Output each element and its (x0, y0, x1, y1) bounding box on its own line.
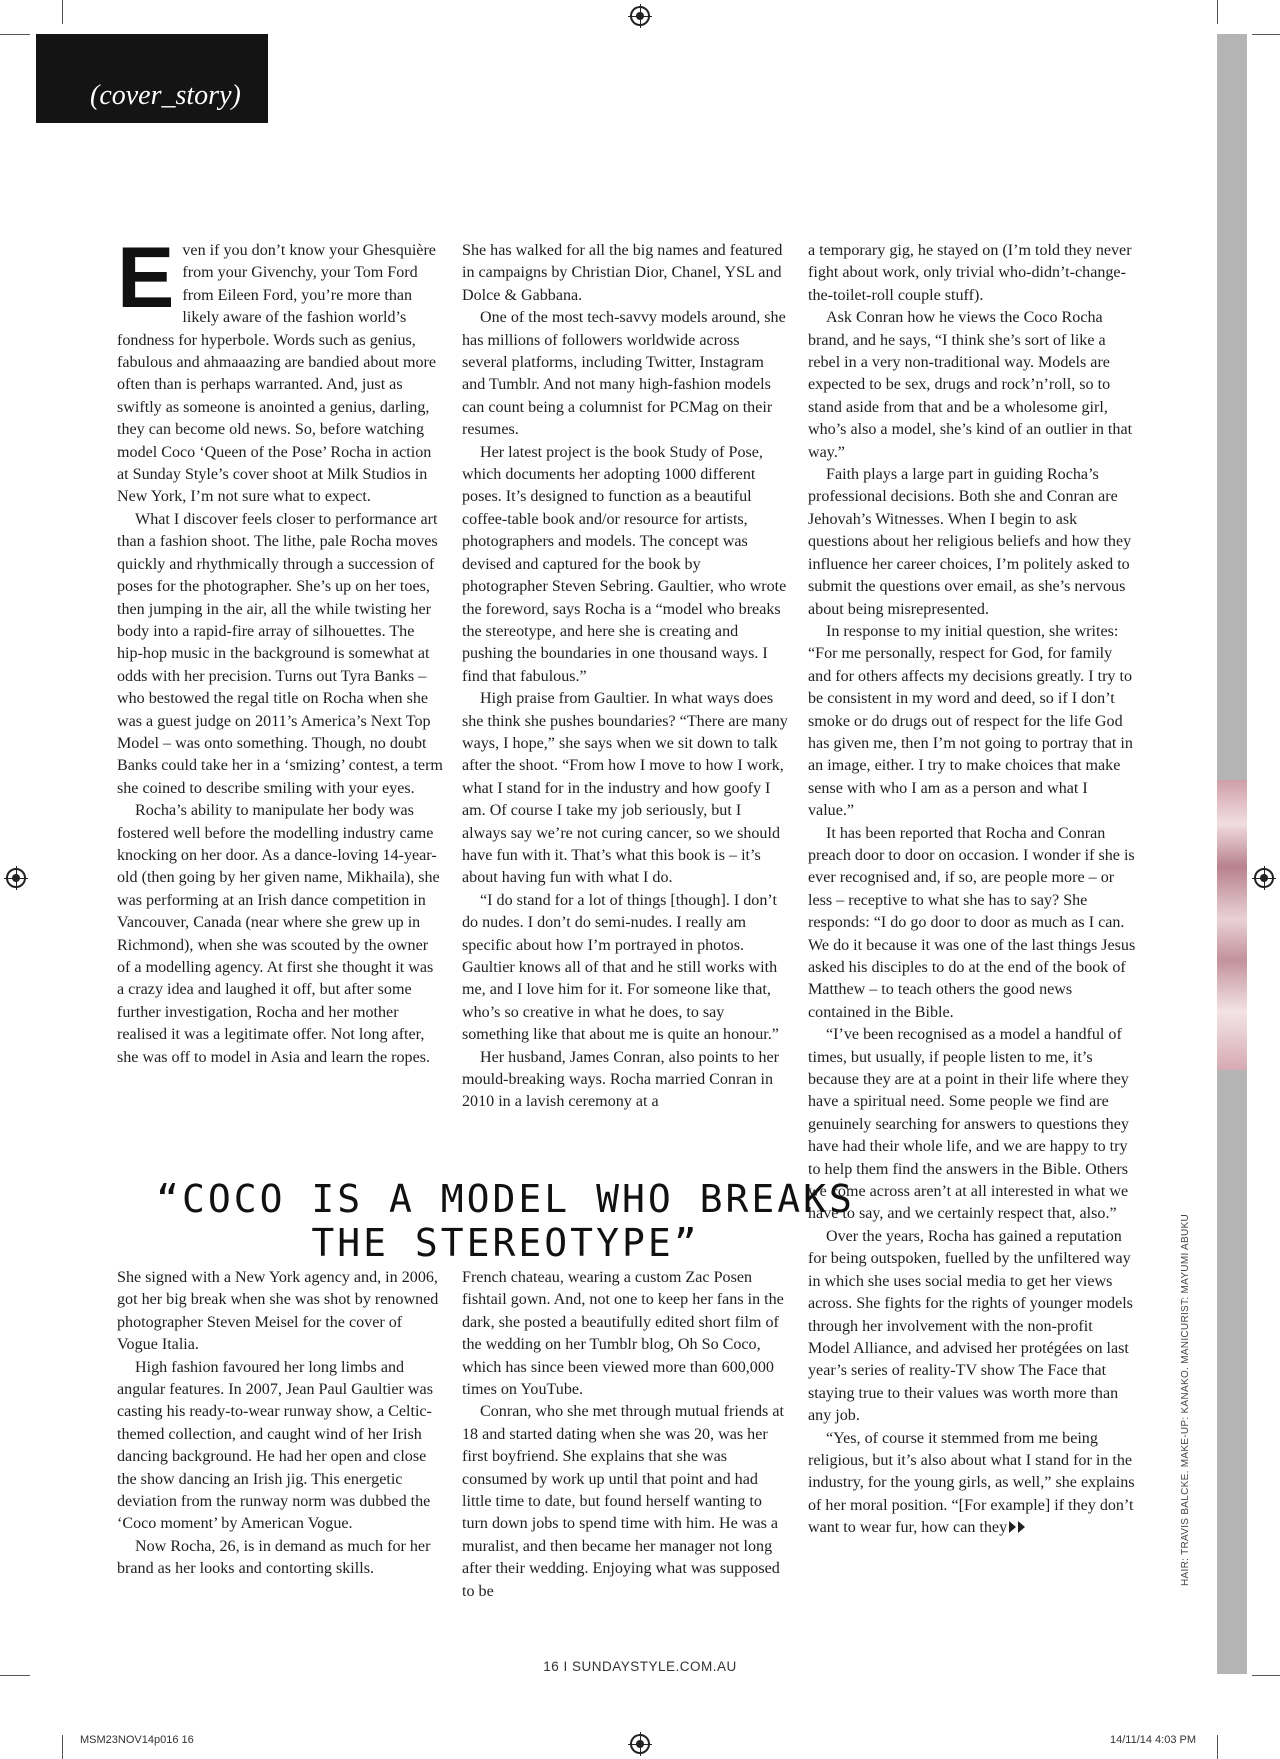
paragraph: It has been reported that Rocha and Conran preach door to door on occasion. I wonder if she is ever recognised and, if so, are people more – or less – receptive to what she has to say? She responds: “I do go door to door as much as I can. We do it because it was one of the last things Jesus asked his disciples to do at the end of the book of Matthew – to teach others the good news contained in the Bible. (808, 824, 1136, 1021)
section-label (36, 34, 268, 123)
crop-mark (62, 0, 63, 24)
crop-mark (1217, 0, 1218, 24)
crop-mark (1252, 1675, 1280, 1676)
drop-cap: E (117, 230, 175, 326)
crop-mark (62, 1735, 63, 1759)
column-1-top (117, 230, 443, 1069)
paragraph: Faith plays a large part in guiding Rocha’s professional decisions. Both she and Conran are Jehovah’s Witnesses. When I begin to ask questions about her religious beliefs and how they influence her career choices, I’m politely asked to submit the questions over email, as she’s nervous about being misrepresented. (808, 466, 1132, 618)
paragraph: Ask Conran how he views the Coco Rocha brand, and he says, “I think she’s sort of like a rebel in a very non-traditional way. Models are expected to be sex, drugs and rock’n’roll, so to stand aside from that and be a wholesome girl, who’s also a model, she’s kind of an outlier in that way.” (808, 309, 1133, 461)
paragraph: Her latest project is the book Study of Pose, which documents her adopting 1000 different poses. It’s designed to function as a beautiful coffee-table book and/or resource for artists, photographers and models. The concept was devised and captured for the book by photographer Steven Sebring. Gaultier, who wrote the foreword, says Rocha is a “model who breaks the stereotype, and here she is creating and pushing the boundaries in one thousand ways. I find that fabulous.” (462, 443, 787, 685)
crop-mark (1252, 34, 1280, 35)
column-1-bottom (117, 1267, 443, 1581)
paragraph: High praise from Gaultier. In what ways does she think she pushes boundaries? “There are many ways, I hope,” she says when we sit down to talk after the shoot. “From how I move to how I work, what I stand for in the industry and how goofy I am. Of course I take my job seriously, but I always say we’re not curing cancer, so we should have fun with it. That’s what this book is – it’s about having fun with what I do. (462, 690, 788, 887)
crop-mark (1217, 1735, 1218, 1759)
column-2-top (462, 240, 788, 1114)
crop-mark (0, 34, 30, 35)
column-3 (808, 240, 1136, 1540)
page-folio: 16 I SUNDAYSTYLE.COM.AU (543, 1659, 737, 1674)
paragraph: Her husband, James Conran, also points to her mould-breaking ways. Rocha married Conran in 2010 in a lavish ceremony at a (462, 1048, 780, 1111)
paragraph: a temporary gig, he stayed on (I’m told they never fight about work, only trivial who-didn’t-change-the-toilet-roll couple stuff). (808, 242, 1132, 304)
registration-mark-icon (630, 1734, 650, 1754)
paragraph: Rocha’s ability to manipulate her body was fostered well before the modelling industry came knocking on her door. As a dance-loving 14-year-old (then going by her given name, Mikhaila), she was performing at an Irish dance competition in Vancouver, Canada (near where she grew up in Richmond), when she was scouted by the owner of a modelling agency. At first she thought it was a crazy idea and laughed it off, but after some further investigation, Rocha and her mother realised it was a legitimate offer. Not long after, she was off to model in Asia and learn the ropes. (117, 802, 440, 1066)
photo-credit: HAIR: TRAVIS BALCKE. MAKE-UP: KANAKO. MANICURIST: MAYUMI ABUKU (1180, 1213, 1191, 1586)
paragraph: “I’ve been recognised as a model a handful of times, but usually, if people listen to me, it’s because they are at a point in their life where they have a spiritual need. Some people we find are genuinely searching for answers to questions they have had their whole life, and we are happy to try to help them find the answers in the Bible. Others we come across aren’t at all interested in what we have to say, and we certainly respect that, also.” (808, 1026, 1129, 1223)
slug-left: MSM23NOV14p016 16 (80, 1734, 194, 1746)
paragraph: She signed with a New York agency and, in 2006, got her big break when she was shot by renowned photographer Steven Meisel for the cover of Vogue Italia. (117, 1269, 439, 1354)
paragraph: “I do stand for a lot of things [though]. I don’t do nudes. I don’t do semi-nudes. I really am specific about how I’m portrayed in photos. Gaultier knows all of that and he still works with me, and I love him for it. For someone like that, who’s so creative in what he does, to say something like that about me is quite an honour.” (462, 891, 779, 1044)
paragraph: One of the most tech-savvy models around, she has millions of followers worldwide across several platforms, including Twitter, Instagram and Tumblr. And not many high-fashion models can count being a columnist for PCMag on their resumes. (462, 309, 786, 439)
paragraph: In response to my initial question, she writes: “For me personally, respect for God, for family and for others affects my decisions greatly. I try to be consistent in my word and deed, so if I don’t smoke or do drugs out of respect for the life God has given me, then I’m not going to portray that in an image, either. I try to make choices that make sense with who I am as a person and what I value.” (808, 622, 1133, 820)
pull-quote: “COCO IS A MODEL WHO BREAKS THE STEREOTYPE” (156, 1177, 855, 1265)
crop-mark (0, 1675, 30, 1676)
paragraph: “Yes, of course it stemmed from me being religious, but it’s also about what I stand for in the industry, for the young girls, as well,” she explains of her moral position. “[For example] if they don’t want to wear fur, how can they (808, 1429, 1135, 1537)
paragraph: French chateau, wearing a custom Zac Posen fishtail gown. And, not one to keep her fans in the dark, she posted a beautifully edited short film of the wedding on her Tumblr blog, Oh So Coco, which has since been viewed more than 600,000 times on YouTube. (462, 1269, 784, 1399)
continue-arrow-icon (1009, 1521, 1016, 1533)
paragraph: Even if you don’t know your Ghesquière from your Givenchy, your Tom Ford from Eileen Ford, you’re more than likely aware of the fashion world’s fondness for hyperbole. Words such as genius, fabulous and ahmaaazing are bandied about more often than is perhaps warranted. And, just as swiftly as someone is anointed a genius, darling, they can become old news. So, before watching model Coco ‘Queen of the Pose’ Rocha in action at Sunday Style’s cover shoot at Milk Studios in New York, I’m not sure what to expect. (117, 230, 437, 506)
paragraph: She has walked for all the big names and featured in campaigns by Christian Dior, Chanel, YSL and Dolce & Gabbana. (462, 242, 783, 304)
slug-right: 14/11/14 4:03 PM (1110, 1734, 1197, 1746)
registration-mark-icon (1254, 868, 1274, 888)
paragraph: Now Rocha, 26, is in demand as much for her brand as her looks and contorting skills. (117, 1537, 431, 1578)
column-2-bottom (462, 1267, 788, 1603)
paragraph: What I discover feels closer to performance art than a fashion shoot. The lithe, pale Rocha moves quickly and rhythmically through a succession of poses for the photographer. She’s up on her toes, then jumping in the air, all the while twisting her body into a rapid-fire array of silhouettes. The hip-hop music in the background is somewhat at odds with her precision. Turns out Tyra Banks – who bestowed the regal title on Rocha when she was a guest judge on 2011’s America’s Next Top Model – was onto something. Though, no doubt Banks could take her in a ‘smizing’ contest, a term she coined to describe smiling with your eyes. (117, 510, 443, 797)
paragraph: Over the years, Rocha has gained a reputation for being outspoken, fuelled by the unfiltered way in which she uses social media to get her views across. She fights for the rights of younger models through her involvement with the non-profit Model Alliance, and advised her protégées on last year’s series of reality-TV show The Face that staying true to their values was worth more than any job. (808, 1227, 1133, 1425)
paragraph: Conran, who she met through mutual friends at 18 and started dating when she was 20, was her first boyfriend. She explains that she was consumed by work up until that point and had little time to date, but found herself wanting to turn down jobs to spend time with him. He was a muralist, and then became her manager not long after their wedding. Enjoying what was supposed to be (462, 1403, 784, 1600)
registration-mark-icon (630, 6, 650, 26)
registration-mark-icon (6, 868, 26, 888)
photo-edge (1217, 780, 1247, 1070)
continue-arrow-icon (1018, 1521, 1025, 1533)
section-label-text: (cover_story) (90, 80, 241, 111)
paragraph: High fashion favoured her long limbs and angular features. In 2007, Jean Paul Gaultier was casting his ready-to-wear runway show, a Celtic-themed collection, and caught wind of her Irish dancing background. He had her open and close the show dancing an Irish jig. This energetic deviation from the runway norm was dubbed the ‘Coco moment’ by American Vogue. (117, 1358, 433, 1533)
